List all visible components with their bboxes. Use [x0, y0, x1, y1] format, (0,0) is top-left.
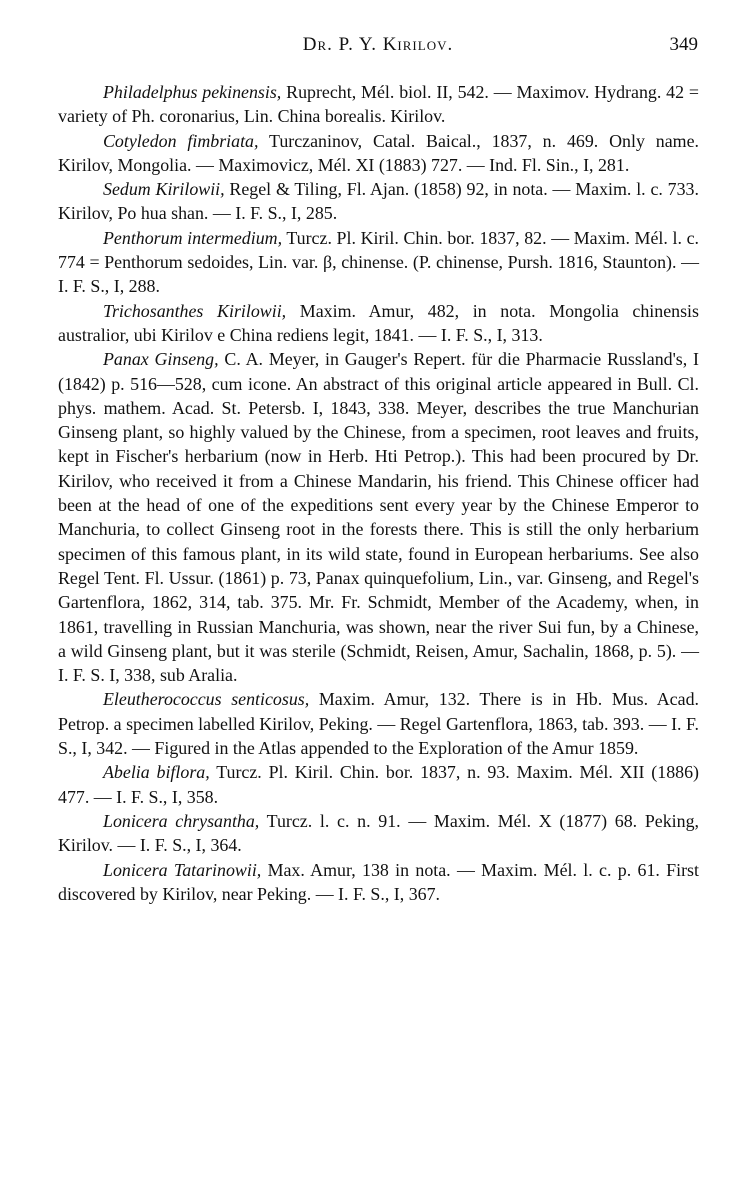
species-name: Penthorum intermedium,	[103, 227, 283, 248]
page-header	[58, 34, 698, 64]
species-name: Lonicera chrysantha,	[103, 810, 260, 831]
entry-penthorum	[58, 226, 699, 299]
running-head: Dr. P. Y. Kirilov.	[302, 34, 454, 55]
entry-lonicera-chrysantha	[58, 809, 699, 858]
entry-text: Maxim. Amur, 132. There is in Hb. Mus. Acad. Petrop. a specimen labelled Kirilov, Peking. — Regel Gartenflora, 1863, tab. 393. — I. F. S., I, 342. — Figured in the Atlas appended to the Exploration of the Amur 1859.	[58, 689, 699, 759]
entry-text: Turczaninov, Catal. Baical., 1837, n. 469. Only name. Kirilov, Mongolia. — Maximovicz, Mél. XI (1883) 727. — Ind. Fl. Sin., I, 281.	[58, 130, 699, 175]
entry-text: C. A. Meyer, in Gauger's Repert. für die Pharmacie Russland's, I (1842) p. 516—528, cum icone. An abstract of this original article appeared in Bull. Cl. phys. mathem. Acad. St. Petersb. I, 1843, 338. Meyer, describes the true Manchurian Ginseng plant, so highly valued by the Chinese, from a specimen, root leaves and fruits, kept in Fischer's herbarium (now in Herb. Hti Petrop.). This had been procured by Dr. Kirilov, who received it from a Chinese Mandarin, his friend. This Chinese officer had been at the head of one of the expeditions sent every year by the Chinese Emperor to Manchuria, to collect Ginseng root in the forests there. This is still the only herbarium specimen of this famous plant, in its wild state, found in European herbariums. See also Regel Tent. Fl. Ussur. (1861) p. 73, Panax quinquefolium, Lin., var. Ginseng, and Regel's Gartenflora, 1862, 314, tab. 375. Mr. Fr. Schmidt, Member of the Academy, when, in 1861, travelling in Russian Manchuria, was shown, near the river Sui fun, by a Chinese, a wild Ginseng plant, but it was sterile (Schmidt, Reisen, Amur, Sachalin, 1868, p. 5). — I. F. S. I, 338, sub Aralia.	[58, 349, 700, 686]
species-name: Cotyledon fimbriata,	[103, 130, 259, 151]
entry-eleutherococcus	[58, 687, 699, 760]
species-name: Eleutherococcus senticosus,	[103, 689, 310, 710]
body-text	[58, 80, 699, 906]
species-name: Abelia biflora,	[103, 762, 210, 783]
entry-text: Max. Amur, 138 in nota. — Maxim. Mél. l. c. p. 61. First discovered by Kirilov, near Peking. — I. F. S., I, 367.	[58, 859, 699, 904]
entry-text: Regel & Tiling, Fl. Ajan. (1858) 92, in nota. — Maxim. l. c. 733. Kirilov, Po hua shan. — I. F. S., I, 285.	[58, 179, 699, 224]
entry-text: Turcz. l. c. n. 91. — Maxim. Mél. X (1877) 68. Peking, Kirilov. — I. F. S., I, 364.	[58, 810, 699, 856]
species-name: Sedum Kirilowii,	[103, 179, 225, 200]
entry-text: Maxim. Amur, 482, in nota. Mongolia chinensis australior, ubi Kirilov e China rediens legit, 1841. — I. F. S., I, 313.	[58, 300, 699, 345]
entry-text: Turcz. Pl. Kiril. Chin. bor. 1837, 82. — Maxim. Mél. l. c. 774 = Penthorum sedoides, Lin. var. β, chinense. (P. chinense, Pursh. 1816, Staunton). — I. F. S., I, 288.	[58, 227, 699, 297]
species-name: Trichosanthes Kirilowii,	[103, 300, 287, 321]
entry-panax	[58, 347, 699, 687]
entry-cotyledon	[58, 129, 699, 178]
entry-trichosanthes	[58, 299, 699, 348]
entry-text: Turcz. Pl. Kiril. Chin. bor. 1837, n. 93. Maxim. Mél. XII (1886) 477. — I. F. S., I, 358.	[58, 762, 699, 807]
entry-lonicera-tatarinowii	[58, 858, 699, 907]
species-name: Lonicera Tatarinowii,	[103, 859, 262, 880]
entry-philadelphus	[58, 80, 699, 129]
entry-text: Ruprecht, Mél. biol. II, 542. — Maximov. Hydrang. 42 = variety of Ph. coronarius, Lin. China borealis. Kirilov.	[58, 82, 699, 127]
page-number: 349	[669, 34, 698, 55]
species-name: Philadelphus pekinensis,	[103, 82, 282, 102]
entry-sedum	[58, 177, 699, 226]
species-name: Panax Ginseng,	[103, 349, 219, 370]
entry-abelia	[58, 760, 699, 809]
